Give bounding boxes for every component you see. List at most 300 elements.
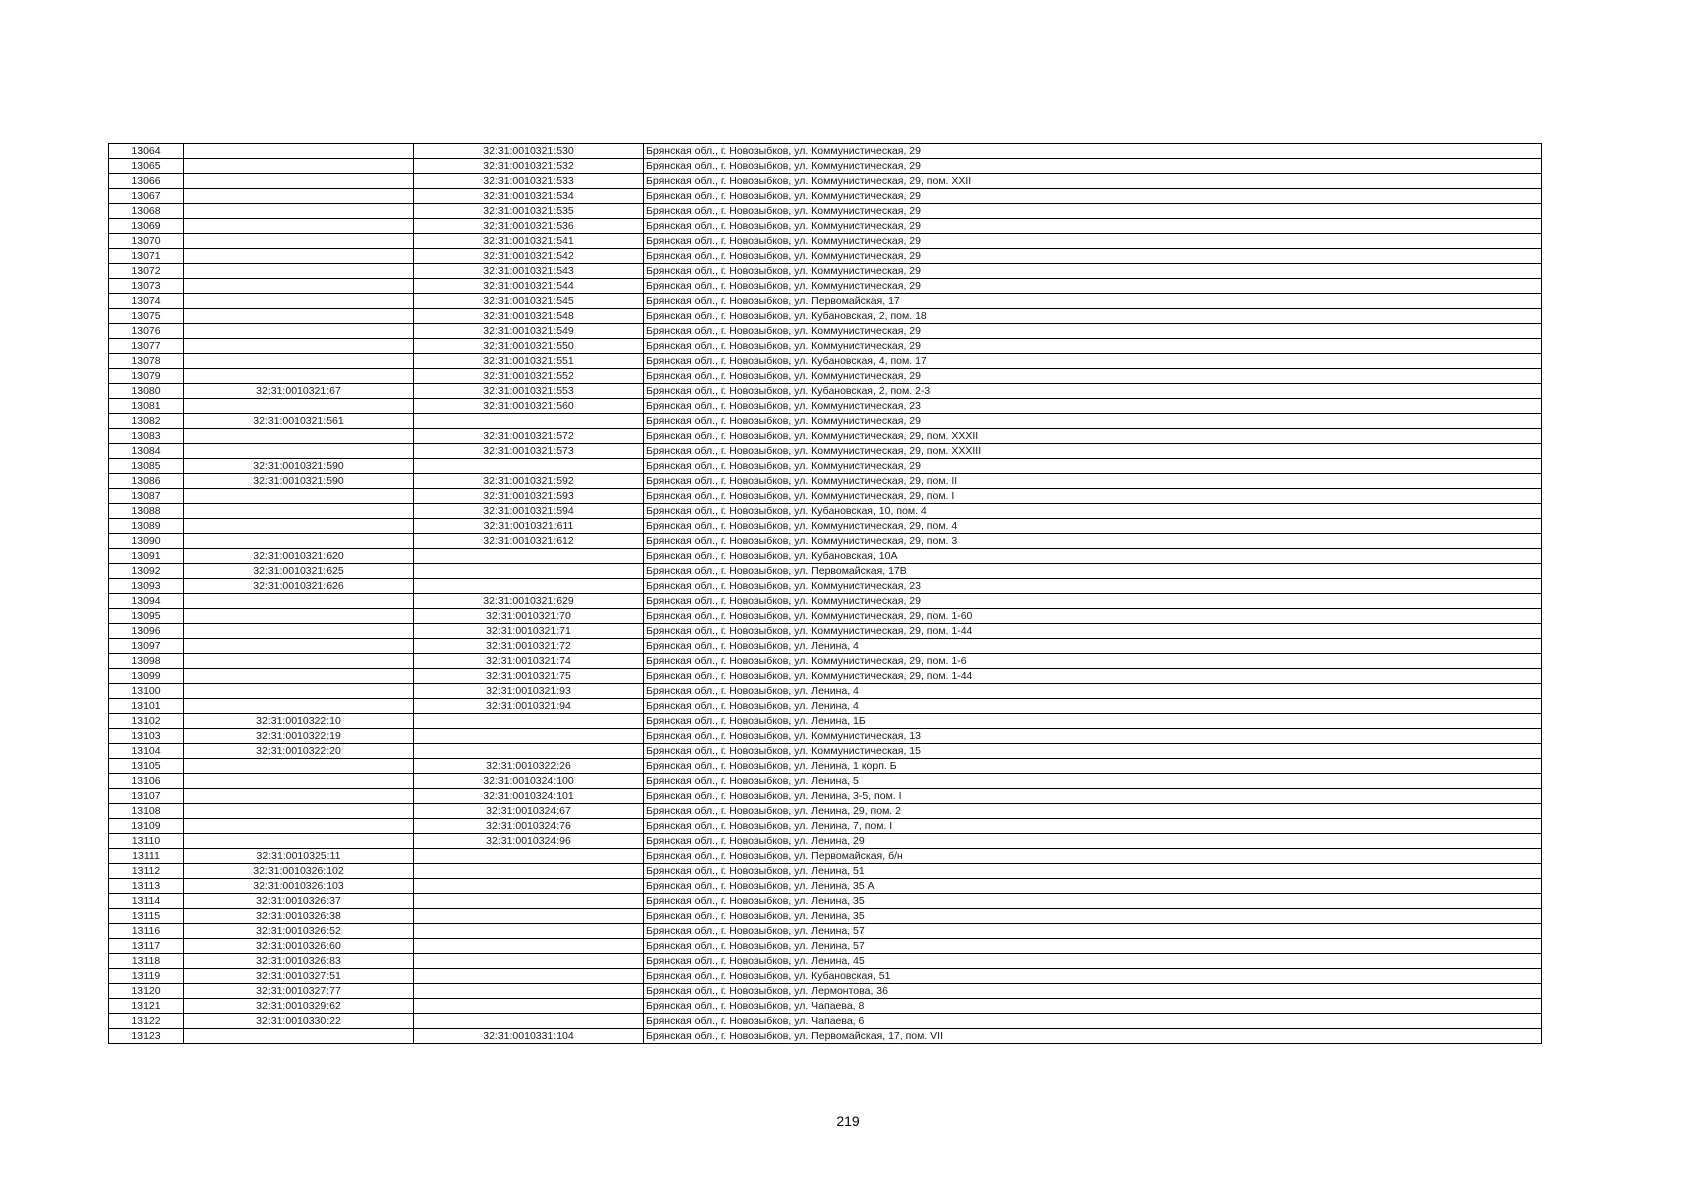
object-cadastral-number-cell (414, 909, 644, 924)
object-cadastral-number-cell (414, 714, 644, 729)
object-cadastral-number-cell (414, 954, 644, 969)
table-row (109, 174, 1542, 189)
table-row (109, 489, 1542, 504)
address-cell: Брянская обл., г. Новозыбков, ул. Коммунистическая, 29, пом. 4 (644, 519, 1542, 534)
row-number-cell: 13114 (109, 894, 184, 909)
row-number-cell: 13100 (109, 684, 184, 699)
object-cadastral-number-cell (414, 414, 644, 429)
object-cadastral-number-cell: 32:31:0010321:629 (414, 594, 644, 609)
table-row (109, 714, 1542, 729)
address-cell: Брянская обл., г. Новозыбков, ул. Ленина, 35 (644, 894, 1542, 909)
table-row (109, 414, 1542, 429)
table-row (109, 294, 1542, 309)
address-cell: Брянская обл., г. Новозыбков, ул. Кубановская, 2, пом. 18 (644, 309, 1542, 324)
land-cadastral-number-cell: 32:31:0010327:77 (184, 984, 414, 999)
row-number-cell: 13079 (109, 369, 184, 384)
row-number-cell: 13116 (109, 924, 184, 939)
land-cadastral-number-cell (184, 219, 414, 234)
row-number-cell: 13119 (109, 969, 184, 984)
address-cell: Брянская обл., г. Новозыбков, ул. Коммунистическая, 29 (644, 189, 1542, 204)
object-cadastral-number-cell: 32:31:0010321:72 (414, 639, 644, 654)
object-cadastral-number-cell: 32:31:0010321:70 (414, 609, 644, 624)
row-number-cell: 13080 (109, 384, 184, 399)
land-cadastral-number-cell: 32:31:0010322:10 (184, 714, 414, 729)
object-cadastral-number-cell: 32:31:0010321:611 (414, 519, 644, 534)
object-cadastral-number-cell: 32:31:0010324:100 (414, 774, 644, 789)
table-row (109, 519, 1542, 534)
table-row (109, 669, 1542, 684)
object-cadastral-number-cell: 32:31:0010321:551 (414, 354, 644, 369)
row-number-cell: 13098 (109, 654, 184, 669)
row-number-cell: 13091 (109, 549, 184, 564)
land-cadastral-number-cell (184, 654, 414, 669)
object-cadastral-number-cell: 32:31:0010331:104 (414, 1029, 644, 1044)
object-cadastral-number-cell: 32:31:0010321:74 (414, 654, 644, 669)
object-cadastral-number-cell: 32:31:0010321:532 (414, 159, 644, 174)
object-cadastral-number-cell: 32:31:0010321:592 (414, 474, 644, 489)
land-cadastral-number-cell (184, 429, 414, 444)
land-cadastral-number-cell (184, 519, 414, 534)
address-cell: Брянская обл., г. Новозыбков, ул. Ленина, 57 (644, 924, 1542, 939)
table-row (109, 384, 1542, 399)
table-row (109, 594, 1542, 609)
row-number-cell: 13105 (109, 759, 184, 774)
address-cell: Брянская обл., г. Новозыбков, ул. Ленина, 45 (644, 954, 1542, 969)
address-cell: Брянская обл., г. Новозыбков, ул. Ленина, 35 (644, 909, 1542, 924)
object-cadastral-number-cell (414, 459, 644, 474)
row-number-cell: 13115 (109, 909, 184, 924)
address-cell: Брянская обл., г. Новозыбков, ул. Коммунистическая, 29, пом. II (644, 474, 1542, 489)
land-cadastral-number-cell (184, 804, 414, 819)
table-row (109, 504, 1542, 519)
land-cadastral-number-cell (184, 249, 414, 264)
land-cadastral-number-cell: 32:31:0010321:620 (184, 549, 414, 564)
table-row (109, 909, 1542, 924)
table-row (109, 579, 1542, 594)
row-number-cell: 13072 (109, 264, 184, 279)
row-number-cell: 13117 (109, 939, 184, 954)
address-cell: Брянская обл., г. Новозыбков, ул. Коммунистическая, 29 (644, 159, 1542, 174)
object-cadastral-number-cell: 32:31:0010321:548 (414, 309, 644, 324)
land-cadastral-number-cell (184, 639, 414, 654)
object-cadastral-number-cell (414, 549, 644, 564)
land-cadastral-number-cell (184, 174, 414, 189)
table-row (109, 939, 1542, 954)
row-number-cell: 13089 (109, 519, 184, 534)
table-row (109, 534, 1542, 549)
row-number-cell: 13120 (109, 984, 184, 999)
address-cell: Брянская обл., г. Новозыбков, ул. Кубановская, 51 (644, 969, 1542, 984)
land-cadastral-number-cell: 32:31:0010321:67 (184, 384, 414, 399)
land-cadastral-number-cell (184, 354, 414, 369)
land-cadastral-number-cell (184, 504, 414, 519)
address-cell: Брянская обл., г. Новозыбков, ул. Чапаева, 8 (644, 999, 1542, 1014)
table-row (109, 339, 1542, 354)
object-cadastral-number-cell: 32:31:0010321:536 (414, 219, 644, 234)
land-cadastral-number-cell (184, 1029, 414, 1044)
row-number-cell: 13090 (109, 534, 184, 549)
object-cadastral-number-cell: 32:31:0010321:530 (414, 144, 644, 159)
row-number-cell: 13082 (109, 414, 184, 429)
address-cell: Брянская обл., г. Новозыбков, ул. Коммунистическая, 29, пом. I (644, 489, 1542, 504)
address-cell: Брянская обл., г. Новозыбков, ул. Коммунистическая, 29, пом. XXXII (644, 429, 1542, 444)
land-cadastral-number-cell (184, 624, 414, 639)
land-cadastral-number-cell (184, 489, 414, 504)
address-cell: Брянская обл., г. Новозыбков, ул. Коммунистическая, 29 (644, 249, 1542, 264)
land-cadastral-number-cell (184, 819, 414, 834)
land-cadastral-number-cell (184, 144, 414, 159)
object-cadastral-number-cell (414, 579, 644, 594)
address-cell: Брянская обл., г. Новозыбков, ул. Первомайская, 17 (644, 294, 1542, 309)
table-row (109, 399, 1542, 414)
address-cell: Брянская обл., г. Новозыбков, ул. Коммунистическая, 23 (644, 579, 1542, 594)
land-cadastral-number-cell: 32:31:0010326:37 (184, 894, 414, 909)
address-cell: Брянская обл., г. Новозыбков, ул. Кубановская, 10А (644, 549, 1542, 564)
row-number-cell: 13078 (109, 354, 184, 369)
row-number-cell: 13095 (109, 609, 184, 624)
table-row (109, 789, 1542, 804)
address-cell: Брянская обл., г. Новозыбков, ул. Коммунистическая, 13 (644, 729, 1542, 744)
table-row (109, 849, 1542, 864)
row-number-cell: 13074 (109, 294, 184, 309)
land-cadastral-number-cell: 32:31:0010321:590 (184, 459, 414, 474)
row-number-cell: 13101 (109, 699, 184, 714)
object-cadastral-number-cell: 32:31:0010321:552 (414, 369, 644, 384)
object-cadastral-number-cell: 32:31:0010321:535 (414, 204, 644, 219)
table-row (109, 879, 1542, 894)
registry-table-body (109, 144, 1542, 1044)
land-cadastral-number-cell: 32:31:0010327:51 (184, 969, 414, 984)
address-cell: Брянская обл., г. Новозыбков, ул. Лермонтова, 36 (644, 984, 1542, 999)
page-number: 219 (836, 1113, 860, 1129)
table-row (109, 354, 1542, 369)
object-cadastral-number-cell (414, 924, 644, 939)
table-row (109, 459, 1542, 474)
row-number-cell: 13110 (109, 834, 184, 849)
land-cadastral-number-cell (184, 684, 414, 699)
land-cadastral-number-cell: 32:31:0010326:103 (184, 879, 414, 894)
table-row (109, 969, 1542, 984)
address-cell: Брянская обл., г. Новозыбков, ул. Кубановская, 10, пом. 4 (644, 504, 1542, 519)
row-number-cell: 13084 (109, 444, 184, 459)
address-cell: Брянская обл., г. Новозыбков, ул. Кубановская, 2, пом. 2-3 (644, 384, 1542, 399)
object-cadastral-number-cell: 32:31:0010321:572 (414, 429, 644, 444)
land-cadastral-number-cell (184, 759, 414, 774)
land-cadastral-number-cell (184, 339, 414, 354)
address-cell: Брянская обл., г. Новозыбков, ул. Коммунистическая, 29, пом. XXXIII (644, 444, 1542, 459)
table-row (109, 699, 1542, 714)
land-cadastral-number-cell: 32:31:0010326:38 (184, 909, 414, 924)
address-cell: Брянская обл., г. Новозыбков, ул. Коммунистическая, 29 (644, 324, 1542, 339)
table-row (109, 444, 1542, 459)
address-cell: Брянская обл., г. Новозыбков, ул. Ленина, 35 А (644, 879, 1542, 894)
row-number-cell: 13096 (109, 624, 184, 639)
object-cadastral-number-cell: 32:31:0010321:542 (414, 249, 644, 264)
object-cadastral-number-cell: 32:31:0010324:96 (414, 834, 644, 849)
table-row (109, 759, 1542, 774)
address-cell: Брянская обл., г. Новозыбков, ул. Ленина, 4 (644, 684, 1542, 699)
table-row (109, 204, 1542, 219)
table-row (109, 159, 1542, 174)
row-number-cell: 13092 (109, 564, 184, 579)
row-number-cell: 13068 (109, 204, 184, 219)
land-cadastral-number-cell (184, 834, 414, 849)
table-row (109, 1014, 1542, 1029)
row-number-cell: 13076 (109, 324, 184, 339)
object-cadastral-number-cell: 32:31:0010321:533 (414, 174, 644, 189)
table-row (109, 819, 1542, 834)
object-cadastral-number-cell (414, 939, 644, 954)
table-row (109, 864, 1542, 879)
address-cell: Брянская обл., г. Новозыбков, ул. Коммунистическая, 29 (644, 144, 1542, 159)
table-row (109, 684, 1542, 699)
table-row (109, 999, 1542, 1014)
object-cadastral-number-cell (414, 1014, 644, 1029)
table-row (109, 984, 1542, 999)
object-cadastral-number-cell (414, 744, 644, 759)
address-cell: Брянская обл., г. Новозыбков, ул. Коммунистическая, 29 (644, 204, 1542, 219)
object-cadastral-number-cell (414, 729, 644, 744)
address-cell: Брянская обл., г. Новозыбков, ул. Ленина, 29, пом. 2 (644, 804, 1542, 819)
object-cadastral-number-cell: 32:31:0010321:71 (414, 624, 644, 639)
table-row (109, 894, 1542, 909)
table-row (109, 1029, 1542, 1044)
table-row (109, 834, 1542, 849)
address-cell: Брянская обл., г. Новозыбков, ул. Коммунистическая, 23 (644, 399, 1542, 414)
row-number-cell: 13107 (109, 789, 184, 804)
land-cadastral-number-cell (184, 669, 414, 684)
row-number-cell: 13102 (109, 714, 184, 729)
land-cadastral-number-cell: 32:31:0010321:626 (184, 579, 414, 594)
row-number-cell: 13083 (109, 429, 184, 444)
address-cell: Брянская обл., г. Новозыбков, ул. Коммунистическая, 29, пом. 3 (644, 534, 1542, 549)
object-cadastral-number-cell: 32:31:0010321:594 (414, 504, 644, 519)
object-cadastral-number-cell: 32:31:0010321:545 (414, 294, 644, 309)
row-number-cell: 13104 (109, 744, 184, 759)
row-number-cell: 13088 (109, 504, 184, 519)
address-cell: Брянская обл., г. Новозыбков, ул. Ленина, 5 (644, 774, 1542, 789)
land-cadastral-number-cell: 32:31:0010321:590 (184, 474, 414, 489)
property-registry-table (108, 143, 1542, 1044)
row-number-cell: 13093 (109, 579, 184, 594)
address-cell: Брянская обл., г. Новозыбков, ул. Коммунистическая, 29 (644, 594, 1542, 609)
table-row (109, 234, 1542, 249)
row-number-cell: 13108 (109, 804, 184, 819)
land-cadastral-number-cell: 32:31:0010326:83 (184, 954, 414, 969)
land-cadastral-number-cell (184, 594, 414, 609)
row-number-cell: 13112 (109, 864, 184, 879)
address-cell: Брянская обл., г. Новозыбков, ул. Кубановская, 4, пом. 17 (644, 354, 1542, 369)
object-cadastral-number-cell (414, 864, 644, 879)
row-number-cell: 13086 (109, 474, 184, 489)
row-number-cell: 13069 (109, 219, 184, 234)
object-cadastral-number-cell (414, 564, 644, 579)
row-number-cell: 13066 (109, 174, 184, 189)
table-row (109, 249, 1542, 264)
object-cadastral-number-cell: 32:31:0010324:76 (414, 819, 644, 834)
address-cell: Брянская обл., г. Новозыбков, ул. Коммунистическая, 29, пом. 1-60 (644, 609, 1542, 624)
land-cadastral-number-cell: 32:31:0010330:22 (184, 1014, 414, 1029)
table-row (109, 219, 1542, 234)
land-cadastral-number-cell: 32:31:0010321:561 (184, 414, 414, 429)
land-cadastral-number-cell (184, 609, 414, 624)
land-cadastral-number-cell: 32:31:0010326:60 (184, 939, 414, 954)
object-cadastral-number-cell: 32:31:0010321:560 (414, 399, 644, 414)
table-row (109, 774, 1542, 789)
row-number-cell: 13099 (109, 669, 184, 684)
table-row (109, 264, 1542, 279)
land-cadastral-number-cell: 32:31:0010322:19 (184, 729, 414, 744)
address-cell: Брянская обл., г. Новозыбков, ул. Коммунистическая, 29 (644, 339, 1542, 354)
land-cadastral-number-cell (184, 789, 414, 804)
row-number-cell: 13121 (109, 999, 184, 1014)
table-row (109, 924, 1542, 939)
row-number-cell: 13073 (109, 279, 184, 294)
address-cell: Брянская обл., г. Новозыбков, ул. Коммунистическая, 29 (644, 369, 1542, 384)
land-cadastral-number-cell (184, 699, 414, 714)
table-row (109, 429, 1542, 444)
row-number-cell: 13067 (109, 189, 184, 204)
table-row (109, 369, 1542, 384)
row-number-cell: 13077 (109, 339, 184, 354)
table-row (109, 564, 1542, 579)
row-number-cell: 13075 (109, 309, 184, 324)
land-cadastral-number-cell (184, 189, 414, 204)
object-cadastral-number-cell: 32:31:0010321:550 (414, 339, 644, 354)
table-row (109, 549, 1542, 564)
address-cell: Брянская обл., г. Новозыбков, ул. Ленина, 7, пом. I (644, 819, 1542, 834)
land-cadastral-number-cell (184, 774, 414, 789)
land-cadastral-number-cell (184, 309, 414, 324)
land-cadastral-number-cell (184, 369, 414, 384)
object-cadastral-number-cell: 32:31:0010321:573 (414, 444, 644, 459)
land-cadastral-number-cell: 32:31:0010321:625 (184, 564, 414, 579)
table-row (109, 954, 1542, 969)
land-cadastral-number-cell: 32:31:0010325:11 (184, 849, 414, 864)
table-row (109, 279, 1542, 294)
object-cadastral-number-cell (414, 999, 644, 1014)
address-cell: Брянская обл., г. Новозыбков, ул. Коммунистическая, 15 (644, 744, 1542, 759)
address-cell: Брянская обл., г. Новозыбков, ул. Коммунистическая, 29 (644, 459, 1542, 474)
land-cadastral-number-cell: 32:31:0010322:20 (184, 744, 414, 759)
row-number-cell: 13097 (109, 639, 184, 654)
table-row (109, 309, 1542, 324)
address-cell: Брянская обл., г. Новозыбков, ул. Ленина, 57 (644, 939, 1542, 954)
row-number-cell: 13085 (109, 459, 184, 474)
address-cell: Брянская обл., г. Новозыбков, ул. Коммунистическая, 29, пом. 1-44 (644, 624, 1542, 639)
table-row (109, 189, 1542, 204)
address-cell: Брянская обл., г. Новозыбков, ул. Ленина, 1Б (644, 714, 1542, 729)
address-cell: Брянская обл., г. Новозыбков, ул. Ленина, 4 (644, 699, 1542, 714)
land-cadastral-number-cell (184, 234, 414, 249)
row-number-cell: 13064 (109, 144, 184, 159)
row-number-cell: 13071 (109, 249, 184, 264)
land-cadastral-number-cell (184, 159, 414, 174)
land-cadastral-number-cell (184, 264, 414, 279)
table-row (109, 474, 1542, 489)
table-row (109, 324, 1542, 339)
land-cadastral-number-cell: 32:31:0010326:52 (184, 924, 414, 939)
object-cadastral-number-cell: 32:31:0010321:549 (414, 324, 644, 339)
land-cadastral-number-cell (184, 444, 414, 459)
table-row (109, 729, 1542, 744)
land-cadastral-number-cell (184, 399, 414, 414)
object-cadastral-number-cell (414, 984, 644, 999)
object-cadastral-number-cell: 32:31:0010322:26 (414, 759, 644, 774)
address-cell: Брянская обл., г. Новозыбков, ул. Ленина, 3-5, пом. I (644, 789, 1542, 804)
address-cell: Брянская обл., г. Новозыбков, ул. Коммунистическая, 29, пом. 1-44 (644, 669, 1542, 684)
row-number-cell: 13118 (109, 954, 184, 969)
row-number-cell: 13122 (109, 1014, 184, 1029)
object-cadastral-number-cell: 32:31:0010321:541 (414, 234, 644, 249)
address-cell: Брянская обл., г. Новозыбков, ул. Первомайская, 17В (644, 564, 1542, 579)
table-row (109, 609, 1542, 624)
object-cadastral-number-cell (414, 879, 644, 894)
row-number-cell: 13087 (109, 489, 184, 504)
land-cadastral-number-cell: 32:31:0010326:102 (184, 864, 414, 879)
address-cell: Брянская обл., г. Новозыбков, ул. Коммунистическая, 29, пом. XXII (644, 174, 1542, 189)
address-cell: Брянская обл., г. Новозыбков, ул. Ленина, 1 корп. Б (644, 759, 1542, 774)
row-number-cell: 13113 (109, 879, 184, 894)
table-row (109, 624, 1542, 639)
row-number-cell: 13070 (109, 234, 184, 249)
address-cell: Брянская обл., г. Новозыбков, ул. Первомайская, б/н (644, 849, 1542, 864)
address-cell: Брянская обл., г. Новозыбков, ул. Коммунистическая, 29 (644, 279, 1542, 294)
row-number-cell: 13123 (109, 1029, 184, 1044)
object-cadastral-number-cell: 32:31:0010321:534 (414, 189, 644, 204)
address-cell: Брянская обл., г. Новозыбков, ул. Коммунистическая, 29 (644, 264, 1542, 279)
object-cadastral-number-cell: 32:31:0010321:94 (414, 699, 644, 714)
land-cadastral-number-cell (184, 294, 414, 309)
object-cadastral-number-cell: 32:31:0010324:101 (414, 789, 644, 804)
land-cadastral-number-cell (184, 204, 414, 219)
table-row (109, 144, 1542, 159)
address-cell: Брянская обл., г. Новозыбков, ул. Ленина, 4 (644, 639, 1542, 654)
land-cadastral-number-cell (184, 279, 414, 294)
address-cell: Брянская обл., г. Новозыбков, ул. Коммунистическая, 29, пом. 1-6 (644, 654, 1542, 669)
land-cadastral-number-cell: 32:31:0010329:62 (184, 999, 414, 1014)
table-row (109, 804, 1542, 819)
table-row (109, 639, 1542, 654)
table-row (109, 744, 1542, 759)
object-cadastral-number-cell: 32:31:0010321:543 (414, 264, 644, 279)
address-cell: Брянская обл., г. Новозыбков, ул. Коммунистическая, 29 (644, 414, 1542, 429)
object-cadastral-number-cell: 32:31:0010321:93 (414, 684, 644, 699)
land-cadastral-number-cell (184, 534, 414, 549)
address-cell: Брянская обл., г. Новозыбков, ул. Первомайская, 17, пом. VII (644, 1029, 1542, 1044)
object-cadastral-number-cell: 32:31:0010321:612 (414, 534, 644, 549)
row-number-cell: 13094 (109, 594, 184, 609)
table-row (109, 654, 1542, 669)
row-number-cell: 13081 (109, 399, 184, 414)
row-number-cell: 13106 (109, 774, 184, 789)
object-cadastral-number-cell: 32:31:0010321:553 (414, 384, 644, 399)
land-cadastral-number-cell (184, 324, 414, 339)
address-cell: Брянская обл., г. Новозыбков, ул. Коммунистическая, 29 (644, 234, 1542, 249)
address-cell: Брянская обл., г. Новозыбков, ул. Ленина, 29 (644, 834, 1542, 849)
address-cell: Брянская обл., г. Новозыбков, ул. Ленина, 51 (644, 864, 1542, 879)
object-cadastral-number-cell (414, 894, 644, 909)
row-number-cell: 13111 (109, 849, 184, 864)
object-cadastral-number-cell: 32:31:0010321:593 (414, 489, 644, 504)
row-number-cell: 13109 (109, 819, 184, 834)
object-cadastral-number-cell: 32:31:0010321:544 (414, 279, 644, 294)
object-cadastral-number-cell: 32:31:0010321:75 (414, 669, 644, 684)
row-number-cell: 13065 (109, 159, 184, 174)
object-cadastral-number-cell (414, 969, 644, 984)
object-cadastral-number-cell (414, 849, 644, 864)
address-cell: Брянская обл., г. Новозыбков, ул. Коммунистическая, 29 (644, 219, 1542, 234)
